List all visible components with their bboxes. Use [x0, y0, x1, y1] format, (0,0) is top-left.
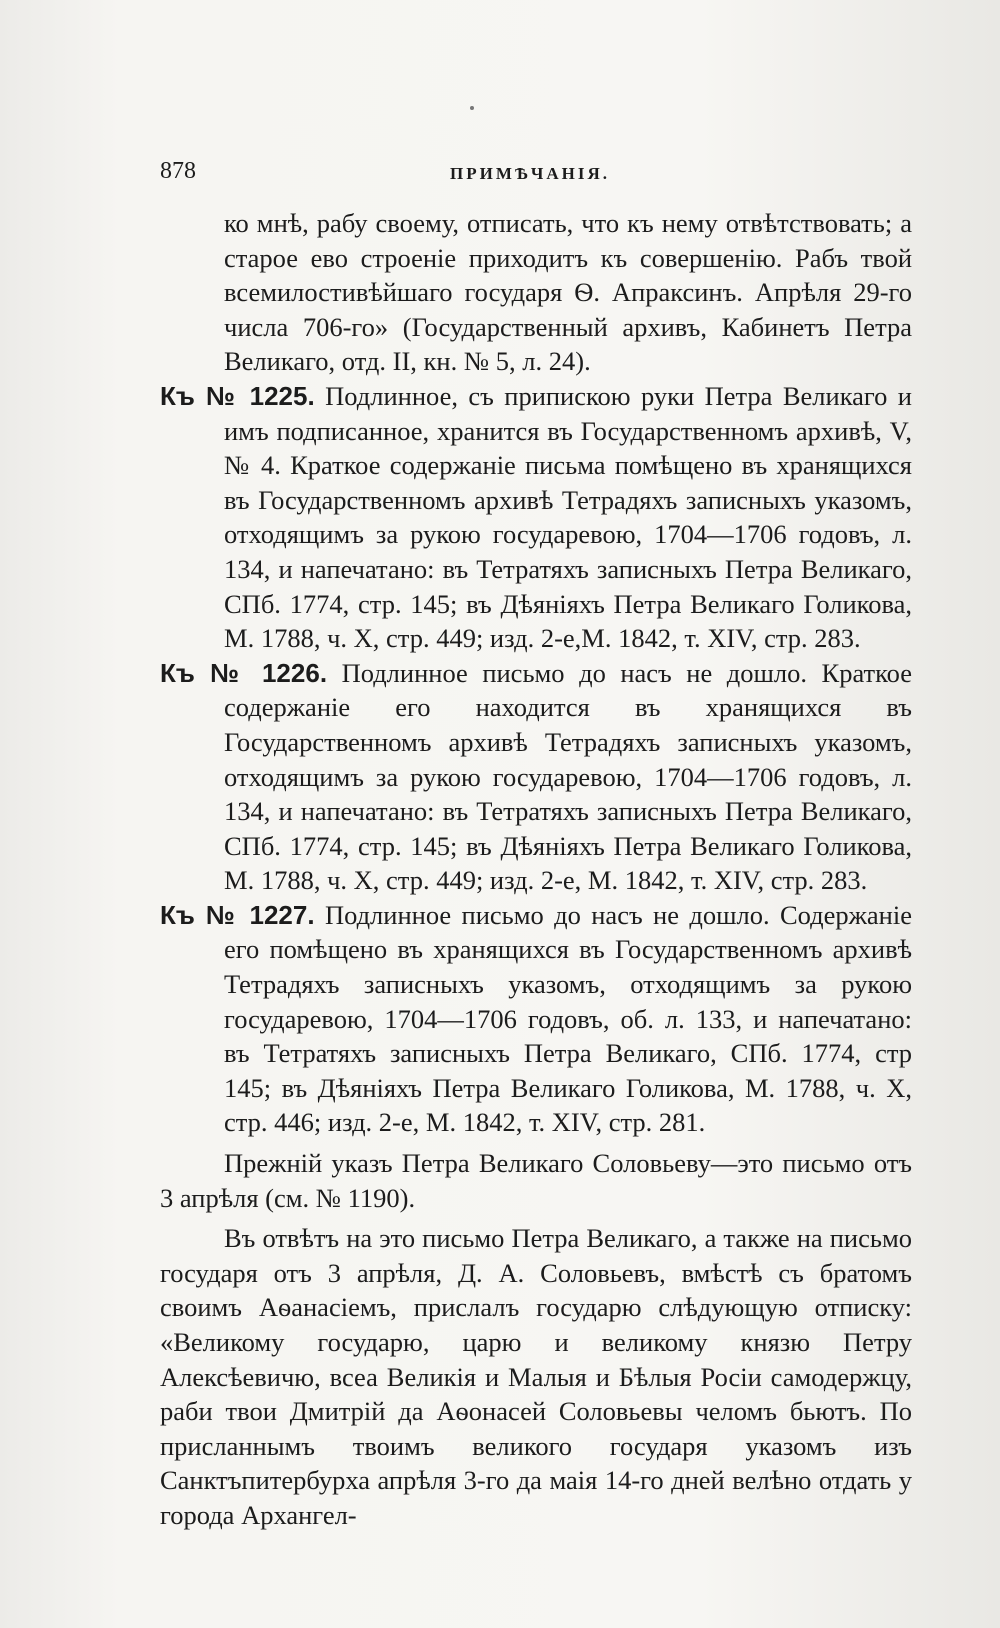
paragraph-continuation — [160, 206, 912, 379]
page-body — [160, 206, 912, 1533]
entry-text: Подлинное, съ припискою руки Петра Великаго и имъ подписанное, хранится въ Государственномъ архивѣ, V, № 4. Краткое содержанiе письма помѣщено въ хранящихся въ Государственномъ архивѣ Тетрадяхъ записныхъ указомъ, отходящимъ за рукою государевою, 1704—1706 годовъ, л. 134, и напечатано: въ Тетратяхъ записныхъ Петра Великаго, СПб. 1774, стр. 145; въ Дѣянiяхъ Петра Великаго Голикова, М. 1788, ч. X, стр. 449; изд. 2-е,М. 1842, т. XIV, стр. 283. — [224, 380, 912, 654]
entry-text: Подлинное письмо до насъ не дошло. Содержанiе его помѣщено въ хранящихся въ Государственномъ архивѣ Тетрадяхъ записныхъ указомъ, отходящимъ за рукою государевою, 1704—1706 годовъ, об. л. 133, и напечатано: въ Тетратяхъ записныхъ Петра Великаго, СПб. 1774, стр 145; въ Дѣянiяхъ Петра Великаго Голикова, М. 1788, ч. X, стр. 446; изд. 2-е, М. 1842, т. XIV, стр. 281. — [224, 899, 912, 1138]
page-header — [160, 150, 900, 186]
paragraph-reply — [160, 1221, 912, 1532]
page-number: 878 — [160, 158, 196, 184]
running-head: ПРИМѢЧАНІЯ. — [450, 164, 610, 183]
note-entry-1225 — [160, 379, 912, 656]
print-speck — [470, 106, 474, 110]
note-entry-1227 — [160, 898, 912, 1140]
entry-heading: Къ № 1227. — [160, 899, 315, 930]
paragraph-text: Въ отвѣтъ на это письмо Петра Великаго, а также на письмо государя отъ 3 апрѣля, Д. А. Соловьевъ, вмѣстѣ съ братомъ своимъ Аѳанасiемъ, прислалъ государю слѣдующую отписку: «Великому государю, царю и великому князю Петру Алексѣевичю, всеа Великiя и Малыя и Бѣлыя Росiи самодержцу, раби твои Дмитрiй да Аѳонасей Соловьевы челомъ бьютъ. По присланнымъ твоимъ великого государя указомъ изъ Санктъпитербурха апрѣля 3-го да маiя 14-го дней велѣно отдать у города Архангел- — [160, 1223, 912, 1530]
paragraph-text: ко мнѣ, рабу своему, отписать, что къ нему отвѣтствовать; а старое ево строенiе приходитъ къ совершенiю. Рабъ твой всемилостивѣйшаго государя Ѳ. Апраксинъ. Апрѣля 29-го числа 706-го» (Государственный архивъ, Кабинетъ Петра Великаго, отд. II, кн. № 5, л. 24). — [224, 208, 912, 377]
paragraph-text: Прежнiй указъ Петра Великаго Соловьеву—это письмо отъ 3 апрѣля (см. № 1190). — [160, 1148, 912, 1213]
paragraph-previous-decree — [160, 1146, 912, 1215]
entry-text: Подлинное письмо до насъ не дошло. Краткое содержанiе его находится въ хранящихся въ Государственномъ архивѣ Тетрадяхъ записныхъ указомъ, отходящимъ за рукою государевою, 1704—1706 годовъ, л. 134, и напечатано: въ Тетратяхъ записныхъ Петра Великаго, СПб. 1774, стр. 145; въ Дѣянiяхъ Петра Великаго Голикова, М. 1788, ч. X, стр. 449; изд. 2-е, М. 1842, т. XIV, стр. 283. — [224, 657, 912, 896]
note-entry-1226 — [160, 656, 912, 898]
entry-heading: Къ № 1226. — [160, 657, 328, 688]
entry-heading: Къ № 1225. — [160, 380, 315, 411]
